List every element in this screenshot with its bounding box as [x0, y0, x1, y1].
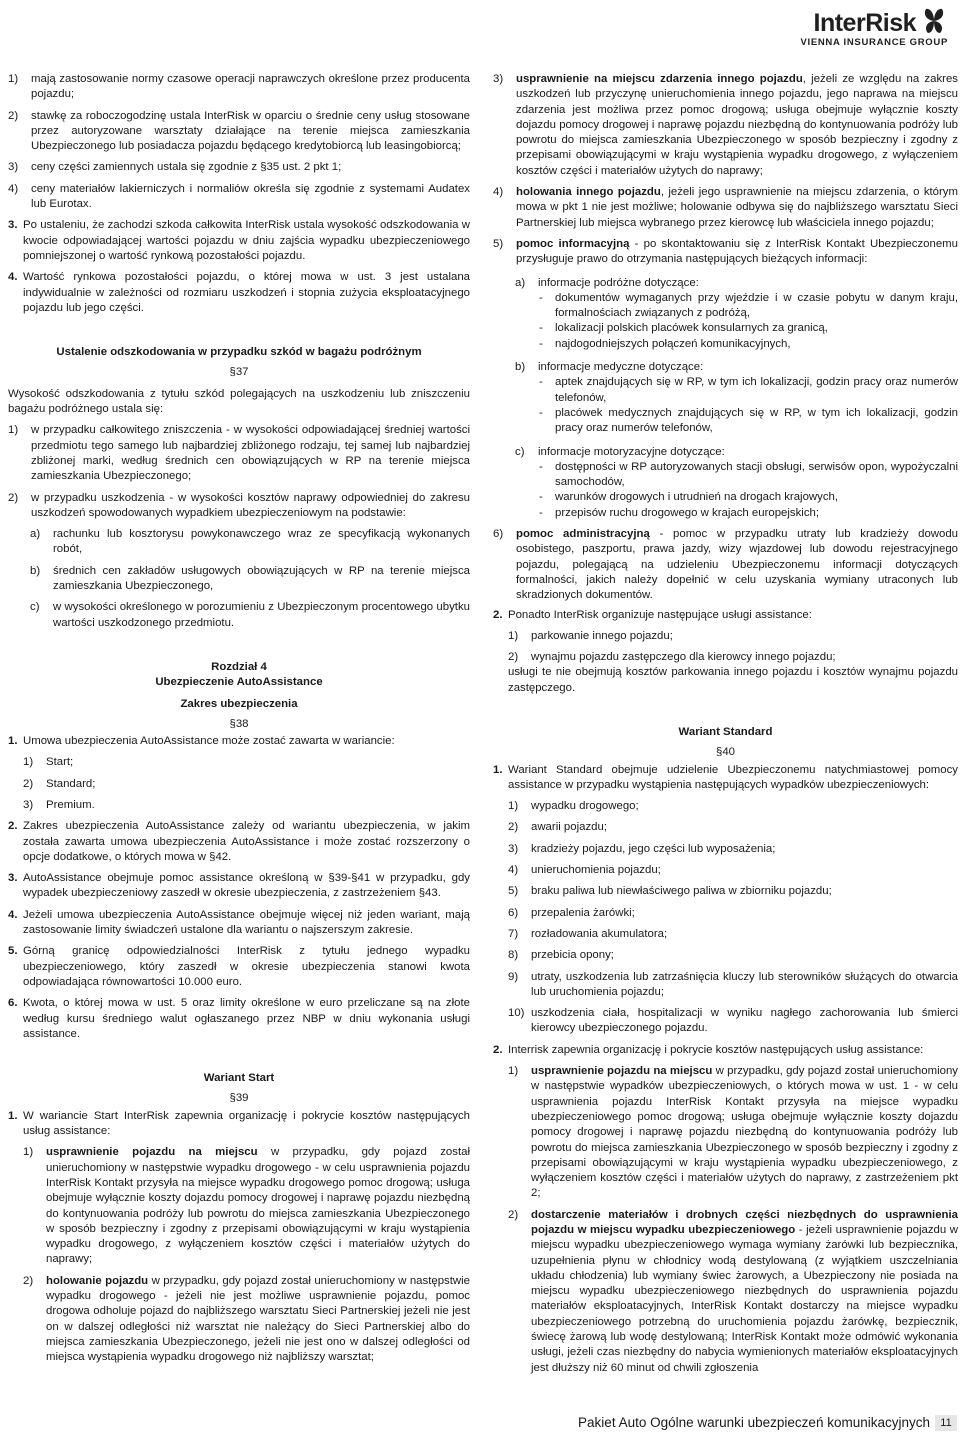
- item-heading: holowania innego pojazdu: [516, 186, 661, 199]
- item-text: Po ustaleniu, że zachodzi szkoda całkowita InterRisk ustala wysokość odszkodowania w kwocie odpowiadającej wartości pojazdu w dniu zajścia wypadku ubezpieczeniowego pomniejszonej o wartość rynkową pozostałości pojazdu.: [23, 219, 470, 262]
- dash-item: - dokumentów wymaganych przy wjeździe i w czasie pobytu w danym kraju, formalnościach związanych z podróżą,: [539, 291, 958, 320]
- footer-title: Pakiet Auto Ogólne warunki ubezpieczeń komunikacyjnych: [578, 1415, 930, 1430]
- item-number: 8): [508, 949, 519, 962]
- item-number: 5): [508, 885, 519, 898]
- list-item: [493, 863, 958, 878]
- item-heading: pomoc informacyjną: [516, 237, 630, 250]
- item-heading: usprawnienie na miejscu zdarzenia innego pojazdu: [516, 73, 803, 85]
- item-number: 1.: [493, 763, 503, 776]
- item-number: 4.: [8, 271, 18, 284]
- item-text: w przypadku całkowitego zniszczenia - w wysokości odpowiadającej średniej wartości przedmiotu tego samego lub najbardziej zbliżonego rodzaju, tej samej lub najbardziej zbliżonej marki, według średnich cen obowiązujących w RP na terenie miejsca zamieszkania Ubezpieczonego;: [31, 424, 470, 483]
- item-text: - pomoc w przypadku utraty lub kradzieży dowodu osobistego, paszportu, prawa jazdy, wizy wjazdowej lub dowodu rejestracyjnego pojazdu, polegającą na udzieleniu Ubezpieczonemu informacji dotyczących formalności, jakich należy dopełnić w celu uzyskania wymiany utraconych lub skradzionych dokumentów.: [516, 528, 959, 602]
- item-number: 4.: [8, 908, 18, 921]
- list-item: [493, 527, 958, 603]
- page-number: 11: [935, 1415, 957, 1431]
- item-heading: holowanie pojazdu: [46, 1274, 149, 1287]
- item-text: W wariancie Start InterRisk zapewnia organizację i pokrycie kosztów następujących usług assistance:: [23, 1109, 470, 1138]
- item-number: 7): [508, 927, 519, 940]
- item-text: w przypadku uszkodzenia - w wysokości kosztów naprawy odpowiedniej do zakresu uszkodzeń spowodowanych wypadkiem ubezpieczeniowym na podstawie:: [31, 491, 470, 519]
- section-number: §38: [229, 717, 249, 730]
- item-text: AutoAssistance obejmuje pomoc assistance określoną w §39-§41 w przypadku, gdy wypadek ubezpieczeniowy zaszedł w okresie ubezpieczenia, z zastrzeżeniem §43.: [23, 872, 470, 900]
- item-text: Kwota, o której mowa w ust. 5 oraz limity określone w euro przeliczane są na złote według kursu średniego walut ogłaszanego przez NBP w dniu wykonania usługi assistance.: [23, 997, 470, 1040]
- item-number: 2): [23, 1274, 34, 1287]
- dash-item: - aptek znajdujących się w RP, w tym ich lokalizacji, godzin pracy oraz numerów telefonów,: [539, 376, 958, 404]
- paragraph-5: [8, 944, 470, 990]
- item-number: 4): [8, 182, 19, 195]
- paragraph-1: [8, 1109, 470, 1140]
- item-text: najdogodniejszych połączeń komunikacyjnych,: [555, 337, 791, 350]
- section-number: §39: [229, 1092, 249, 1105]
- item-number: 6.: [8, 997, 18, 1010]
- item-text: stawkę za roboczogodzinę ustala InterRisk w oparciu o średnie ceny usług stosowane przez autoryzowane warsztaty działające na terenie miejsca zamieszkania Ubezpieczonego lub posiadacza pojazdu będącego kredytobiorcą lub leasingobiorcą;: [31, 109, 470, 153]
- sub-item: [493, 276, 958, 291]
- list-item: [8, 1274, 470, 1366]
- dash-item: - placówek medycznych znajdujących się w RP, w tym ich lokalizacji, godzin pracy oraz numerów telefonów,: [539, 406, 958, 435]
- item-text: lokalizacji polskich placówek konsularnych za granicą,: [555, 322, 828, 335]
- item-text: braku paliwa lub niewłaściwego paliwa w zbiorniku pojazdu;: [531, 885, 832, 898]
- item-number: 2): [508, 651, 519, 664]
- item-text: informacje motoryzacyjne dotyczące:: [538, 445, 725, 458]
- item-number: 5.: [8, 945, 18, 958]
- item-number: a): [515, 276, 526, 289]
- list-item: [493, 1208, 958, 1376]
- item-text: informacje podróżne dotyczące:: [538, 276, 699, 289]
- item-text: warunków drogowych i utrudnień na drogach krajowych,: [555, 491, 839, 504]
- item-number: 2): [23, 777, 34, 790]
- item-text: wypadku drogowego;: [531, 800, 639, 813]
- item-text: Ponadto InterRisk organizuje następujące usługi assistance:: [508, 608, 812, 621]
- section-heading: Zakres ubezpieczenia: [180, 697, 298, 710]
- list-item: [8, 777, 470, 792]
- item-number: 1.: [8, 735, 18, 748]
- item-text: Wartość rynkowa pozostałości pojazdu, o której mowa w ust. 3 jest ustalana indywidualnie w zależności od rozmiaru uszkodzeń i stopnia zużycia eksploatacyjnego pojazdu lub jego części.: [23, 271, 470, 314]
- sub-item: [8, 564, 470, 595]
- clover-icon: [920, 6, 948, 36]
- paragraph: Wysokość odszkodowania z tytułu szkód polegających na uszkodzeniu lub zniszczeniu bagażu podróżnego ustala się:: [8, 387, 470, 416]
- item-number: 2): [508, 821, 519, 834]
- sub-item: [493, 360, 958, 375]
- item-number: 1): [508, 629, 519, 642]
- list-item: [8, 798, 470, 813]
- list-item: [493, 799, 958, 814]
- item-number: 3): [23, 798, 34, 811]
- list-item: [8, 1145, 470, 1267]
- paragraph-3: [8, 218, 470, 264]
- paragraph-1: [493, 763, 958, 794]
- list-item: [493, 906, 958, 921]
- item-number: 3): [508, 842, 519, 855]
- item-number: 5): [493, 237, 504, 250]
- item-text: Premium.: [46, 798, 95, 811]
- item-text: średnich cen zakładów usługowych obowiązujących w RP na terenie miejsca zamieszkania Ubezpieczonego,: [53, 564, 470, 593]
- paragraph-4: [8, 908, 470, 939]
- item-number: 1): [8, 424, 19, 437]
- list-item: [493, 72, 958, 179]
- item-number: 2): [8, 491, 19, 504]
- right-column: [493, 72, 958, 1376]
- list-item: [493, 650, 958, 665]
- item-number: 2.: [8, 820, 18, 833]
- paragraph-3: [8, 871, 470, 902]
- item-text: wynajmu pojazdu zastępczego dla kierowcy innego pojazdu;: [531, 651, 836, 664]
- dash-item: - warunków drogowych i utrudnień na drogach krajowych,: [539, 491, 839, 504]
- item-number: 1): [23, 1146, 34, 1159]
- item-number: 6): [508, 906, 519, 919]
- item-number: 2.: [493, 1043, 503, 1056]
- dash-item: - dostępności w RP autoryzowanych stacji obsługi, serwisów opon, wypożyczalni samochodów,: [539, 460, 958, 489]
- section-number: §40: [715, 746, 735, 759]
- item-text: w przypadku, gdy pojazd został unieruchomiony w następstwie wypadku drogowego - w celu usprawnienia pojazdu InterRisk Kontakt przysyła na miejsce wypadku drogowego pomoc drogową; usługa obejmuje wyłącznie koszty dojazdu pomocy drogowej i naprawę pojazdu niezbędną do kontynuowania podróży lub powrotu do miejsca zamieszkania Ubezpieczonego w sposób bezpieczny i zgodny z przepisami obowiązującymi w kraju wystąpienia wypadku drogowego, z wyłączeniem kosztów części i materiałów użytych do naprawy;: [46, 1146, 470, 1266]
- paragraph: usługi te nie obejmują kosztów parkowania innego pojazdu i kosztów wynajmu pojazdu zastępczego.: [508, 666, 958, 694]
- item-text: , jeżeli jego usprawnienie na miejscu zdarzenia, o którym mowa w pkt 1 nie jest możliwe; holowanie odbywa się do najbliższego warsztatu Sieci Partnerskiej lub miejsca wybranego przez kierowcę lub właściciela innego pojazdu;: [516, 186, 958, 229]
- list-item: [8, 491, 470, 522]
- item-number: c): [515, 445, 525, 458]
- item-text: Jeżeli umowa ubezpieczenia AutoAssistance obejmuje więcej niż jeden wariant, mają zastosowanie limity świadczeń ustalone dla wariantu o najszerszym zakresie.: [23, 908, 470, 937]
- list-item: [8, 182, 470, 213]
- item-text: w wysokości określonego w porozumieniu z Ubezpieczonym procentowego ubytku wartości uszkodzonego przedmiotu.: [53, 601, 470, 629]
- item-text: Zakres ubezpieczenia AutoAssistance zależy od wariantu ubezpieczenia, w jakim została zawarta umowa ubezpieczenia AutoAssistance i może zostać rozszerzony o opcje dodatkowe, o których mowa w §42.: [23, 820, 470, 863]
- list-item: [8, 423, 470, 484]
- item-text: , jeżeli ze względu na zakres uszkodzeń lub przyczynę unieruchomienia innego pojazdu, jego naprawa na miejscu zdarzenia jest możliwa przez pomoc drogową; usługa obejmuje wyłącznie koszty dojazdu pomocy drogowej i naprawę pojazdu niezbędną do kontynuowania podróży lub powrotu do miejsca zamieszkania Ubezpieczonego w sposób bezpieczny i zgodny z przepisami obowiązującymi w kraju wystąpienia wypadku drogowego, z wyłączeniem kosztów części i materiałów użytych do naprawy;: [516, 73, 958, 177]
- item-text: Start;: [46, 756, 74, 769]
- item-text: unieruchomienia pojazdu;: [531, 864, 661, 877]
- item-text: przebicia opony;: [531, 949, 614, 962]
- list-item: [493, 1006, 958, 1037]
- item-number: 10): [508, 1007, 525, 1020]
- section-heading: Ustalenie odszkodowania w przypadku szkód w bagażu podróżnym: [56, 346, 422, 359]
- item-text: Górną granicę odpowiedzialności InterRisk z tytułu jednego wypadku ubezpieczeniowego, który zaszedł w okresie ubezpieczenia stanowi kwota odpowiadająca równowartości 10.000 euro.: [23, 945, 470, 988]
- list-item: [493, 1064, 958, 1202]
- sub-item: [8, 600, 470, 631]
- chapter-heading: Rozdział 4: [211, 660, 267, 673]
- item-text: przepalenia żarówki;: [531, 906, 635, 919]
- item-number: a): [30, 528, 41, 541]
- dash-item: - lokalizacji polskich placówek konsularnych za granicą,: [539, 322, 828, 335]
- item-text: uszkodzenia ciała, hospitalizacji w wyniku nagłego zachorowania lub śmierci kierowcy ubezpieczonego pojazdu.: [531, 1007, 958, 1035]
- list-item: [493, 237, 958, 268]
- section-number: §37: [229, 366, 249, 379]
- list-item: [493, 948, 958, 963]
- item-number: 4): [493, 186, 504, 199]
- item-text: parkowanie innego pojazdu;: [531, 629, 673, 642]
- list-item: [493, 820, 958, 835]
- list-item: [8, 72, 470, 103]
- sub-item: [493, 445, 958, 460]
- item-text: Standard;: [46, 777, 96, 790]
- item-text: - jeżeli usprawnienie pojazdu w miejscu wypadku ubezpieczeniowego wymaga wymiany żarówki lub bezpiecznika, uzupełnienia płynu w chłodnicy wodą destylowaną (z wyjątkiem uszczelniania układu chłodzenia) lub wymiany świec żarowych, a Ubezpieczony nie posiada na miejscu wypadku ubezpieczeniowego niezbędnych do usprawnienia pojazdu materiałów eksploatacyjnych, InterRisk Kontakt dostarczy na miejsce wypadku ubezpieczeniowego potrzebną do uruchomienia pojazdu żarówkę, bezpiecznik, świecę żarową lub wodę destylowaną; InterRisk Kontakt może odmówić wykonania usługi, jeżeli czas niezbędny do nabycia wymienionych materiałów eksploatacyjnych jest dłuższy niż 60 minut od chwili zgłoszenia: [531, 1224, 958, 1374]
- item-number: 2): [8, 109, 19, 122]
- item-heading: usprawnienie pojazdu na miejscu: [46, 1146, 258, 1159]
- item-number: 2): [508, 1208, 519, 1221]
- item-number: 1): [508, 800, 519, 813]
- item-text: aptek znajdujących się w RP, w tym ich lokalizacji, godzin pracy oraz numerów telefonów,: [555, 376, 958, 404]
- item-number: b): [30, 564, 41, 577]
- item-text: awarii pojazdu;: [531, 821, 607, 834]
- item-heading: pomoc administracyjną: [516, 528, 650, 541]
- item-heading: dostarczenie materiałów i drobnych części niezbędnych do usprawnienia pojazdu w miejscu wypadku ubezpieczeniowego: [531, 1208, 958, 1236]
- paragraph-4: [8, 270, 470, 316]
- paragraph-1: [8, 734, 470, 749]
- item-text: - po skontaktowaniu się z InterRisk Kontakt Ubezpieczonemu przysługuje prawo do otrzymania następujących bieżących informacji:: [516, 237, 958, 266]
- item-number: 1.: [8, 1109, 18, 1122]
- item-number: 4): [508, 864, 519, 877]
- list-item: [493, 842, 958, 857]
- item-text: placówek medycznych znajdujących się w RP, w tym ich lokalizacji, godzin pracy oraz numerów telefonów,: [555, 406, 958, 435]
- section-heading: Wariant Standard: [678, 725, 773, 738]
- item-text: mają zastosowanie normy czasowe operacji naprawczych określone przez producenta pojazdu;: [31, 73, 470, 101]
- list-item: [493, 927, 958, 942]
- item-text: Interrisk zapewnia organizację i pokrycie kosztów następujących usług assistance:: [508, 1043, 924, 1056]
- item-number: 3.: [8, 872, 18, 885]
- interrisk-logo: [780, 4, 950, 50]
- item-number: 1): [508, 1065, 519, 1078]
- item-text: rachunku lub kosztorysu powykonawczego wraz ze specyfikacją wykonanych robót,: [53, 528, 470, 556]
- item-number: 6): [493, 528, 504, 541]
- logo-wordmark: InterRisk: [813, 9, 916, 37]
- list-item: [8, 160, 470, 175]
- paragraph-2: [493, 1043, 958, 1058]
- left-column: [8, 72, 470, 1365]
- list-item: [493, 884, 958, 899]
- item-number: c): [30, 601, 40, 614]
- item-text: ceny części zamiennych ustala się zgodnie z §35 ust. 2 pkt 1;: [31, 161, 342, 174]
- logo-tagline: VIENNA INSURANCE GROUP: [800, 37, 948, 48]
- list-item: [493, 970, 958, 1001]
- item-text: Wariant Standard obejmuje udzielenie Ubezpieczonemu natychmiastowej pomocy assistance w przypadku wystąpienia następujących wypadków ubezpieczeniowych:: [508, 763, 958, 791]
- item-text: w przypadku, gdy pojazd został unieruchomiony w następstwie wypadku drogowego - jeżeli nie jest możliwe usprawnienie pojazdu, pomoc drogowa odholuje pojazd do najbliższego warsztatu Sieci Partnerskiej jeżeli nie jest on w dalszej odległości niż warsztat nie należący do Sieci Partnerskiej albo do miejsca zamieszkania Ubezpieczonego, jeżeli nie jest ono w dalszej odległości od miejsca wystąpienia wypadku drogowego niż najbliższy warsztat;: [46, 1274, 470, 1364]
- item-text: Umowa ubezpieczenia AutoAssistance może zostać zawarta w wariancie:: [23, 735, 395, 748]
- item-text: dostępności w RP autoryzowanych stacji obsługi, serwisów opon, wypożyczalni samochodów,: [555, 460, 958, 489]
- item-number: 2.: [493, 608, 503, 621]
- item-text: w przypadku, gdy pojazd został unieruchomiony w następstwie wypadków ubezpieczeniowych, o których mowa w ust. 1 - w celu usprawnienia pojazdu InterRisk Kontakt przysyła na miejsce wypadku ubezpieczeniowego pomoc drogową; usługa obejmuje wyłącznie koszty dojazdu pomocy drogowej i naprawę pojazdu niezbędną do kontynuowania podróży lub powrotu do miejsca zamieszkania Ubezpieczonego w sposób bezpieczny i zgodny z przepisami obowiązującymi w kraju wystąpienia wypadku ubezpieczeniowego, z wyłączeniem kosztów części i materiałów użytych do naprawy, z zastrzeżeniem pkt 2;: [531, 1065, 958, 1200]
- item-heading: usprawnienie pojazdu na miejscu: [531, 1065, 713, 1078]
- item-text: rozładowania akumulatora;: [531, 927, 668, 940]
- item-text: przepisów ruchu drogowego w krajach europejskich;: [555, 506, 820, 519]
- dash-item: - najdogodniejszych połączeń komunikacyjnych,: [539, 337, 791, 350]
- paragraph-6: [8, 996, 470, 1042]
- item-number: 1): [8, 73, 19, 85]
- sub-item: [8, 527, 470, 558]
- item-number: 1): [23, 756, 34, 769]
- item-number: 3.: [8, 219, 18, 232]
- item-text: dokumentów wymaganych przy wjeździe i w czasie pobytu w danym kraju, formalnościach związanych z podróżą,: [555, 291, 958, 320]
- list-item: [493, 629, 958, 644]
- item-text: ceny materiałów lakierniczych i normaliów określa się zgodnie z systemami Audatex lub Eurotax.: [31, 182, 470, 211]
- item-text: utraty, uszkodzenia lub zatrzaśnięcia kluczy lub sterowników służących do otwarcia lub uruchomienia pojazdu;: [531, 970, 958, 998]
- item-number: 9): [508, 970, 519, 983]
- list-item: [493, 185, 958, 231]
- section-heading: Wariant Start: [203, 1072, 275, 1085]
- paragraph-2: [493, 608, 958, 623]
- paragraph-2: [8, 819, 470, 865]
- dash-item: - przepisów ruchu drogowego w krajach europejskich;: [539, 506, 820, 519]
- list-item: [8, 755, 470, 770]
- chapter-title: Ubezpieczenie AutoAssistance: [155, 676, 323, 689]
- item-number: 3): [8, 161, 19, 174]
- item-text: kradzieży pojazdu, jego części lub wyposażenia;: [531, 842, 776, 855]
- item-number: 3): [493, 73, 504, 85]
- list-item: [8, 109, 470, 155]
- item-number: b): [515, 361, 526, 374]
- item-text: informacje medyczne dotyczące:: [538, 361, 704, 374]
